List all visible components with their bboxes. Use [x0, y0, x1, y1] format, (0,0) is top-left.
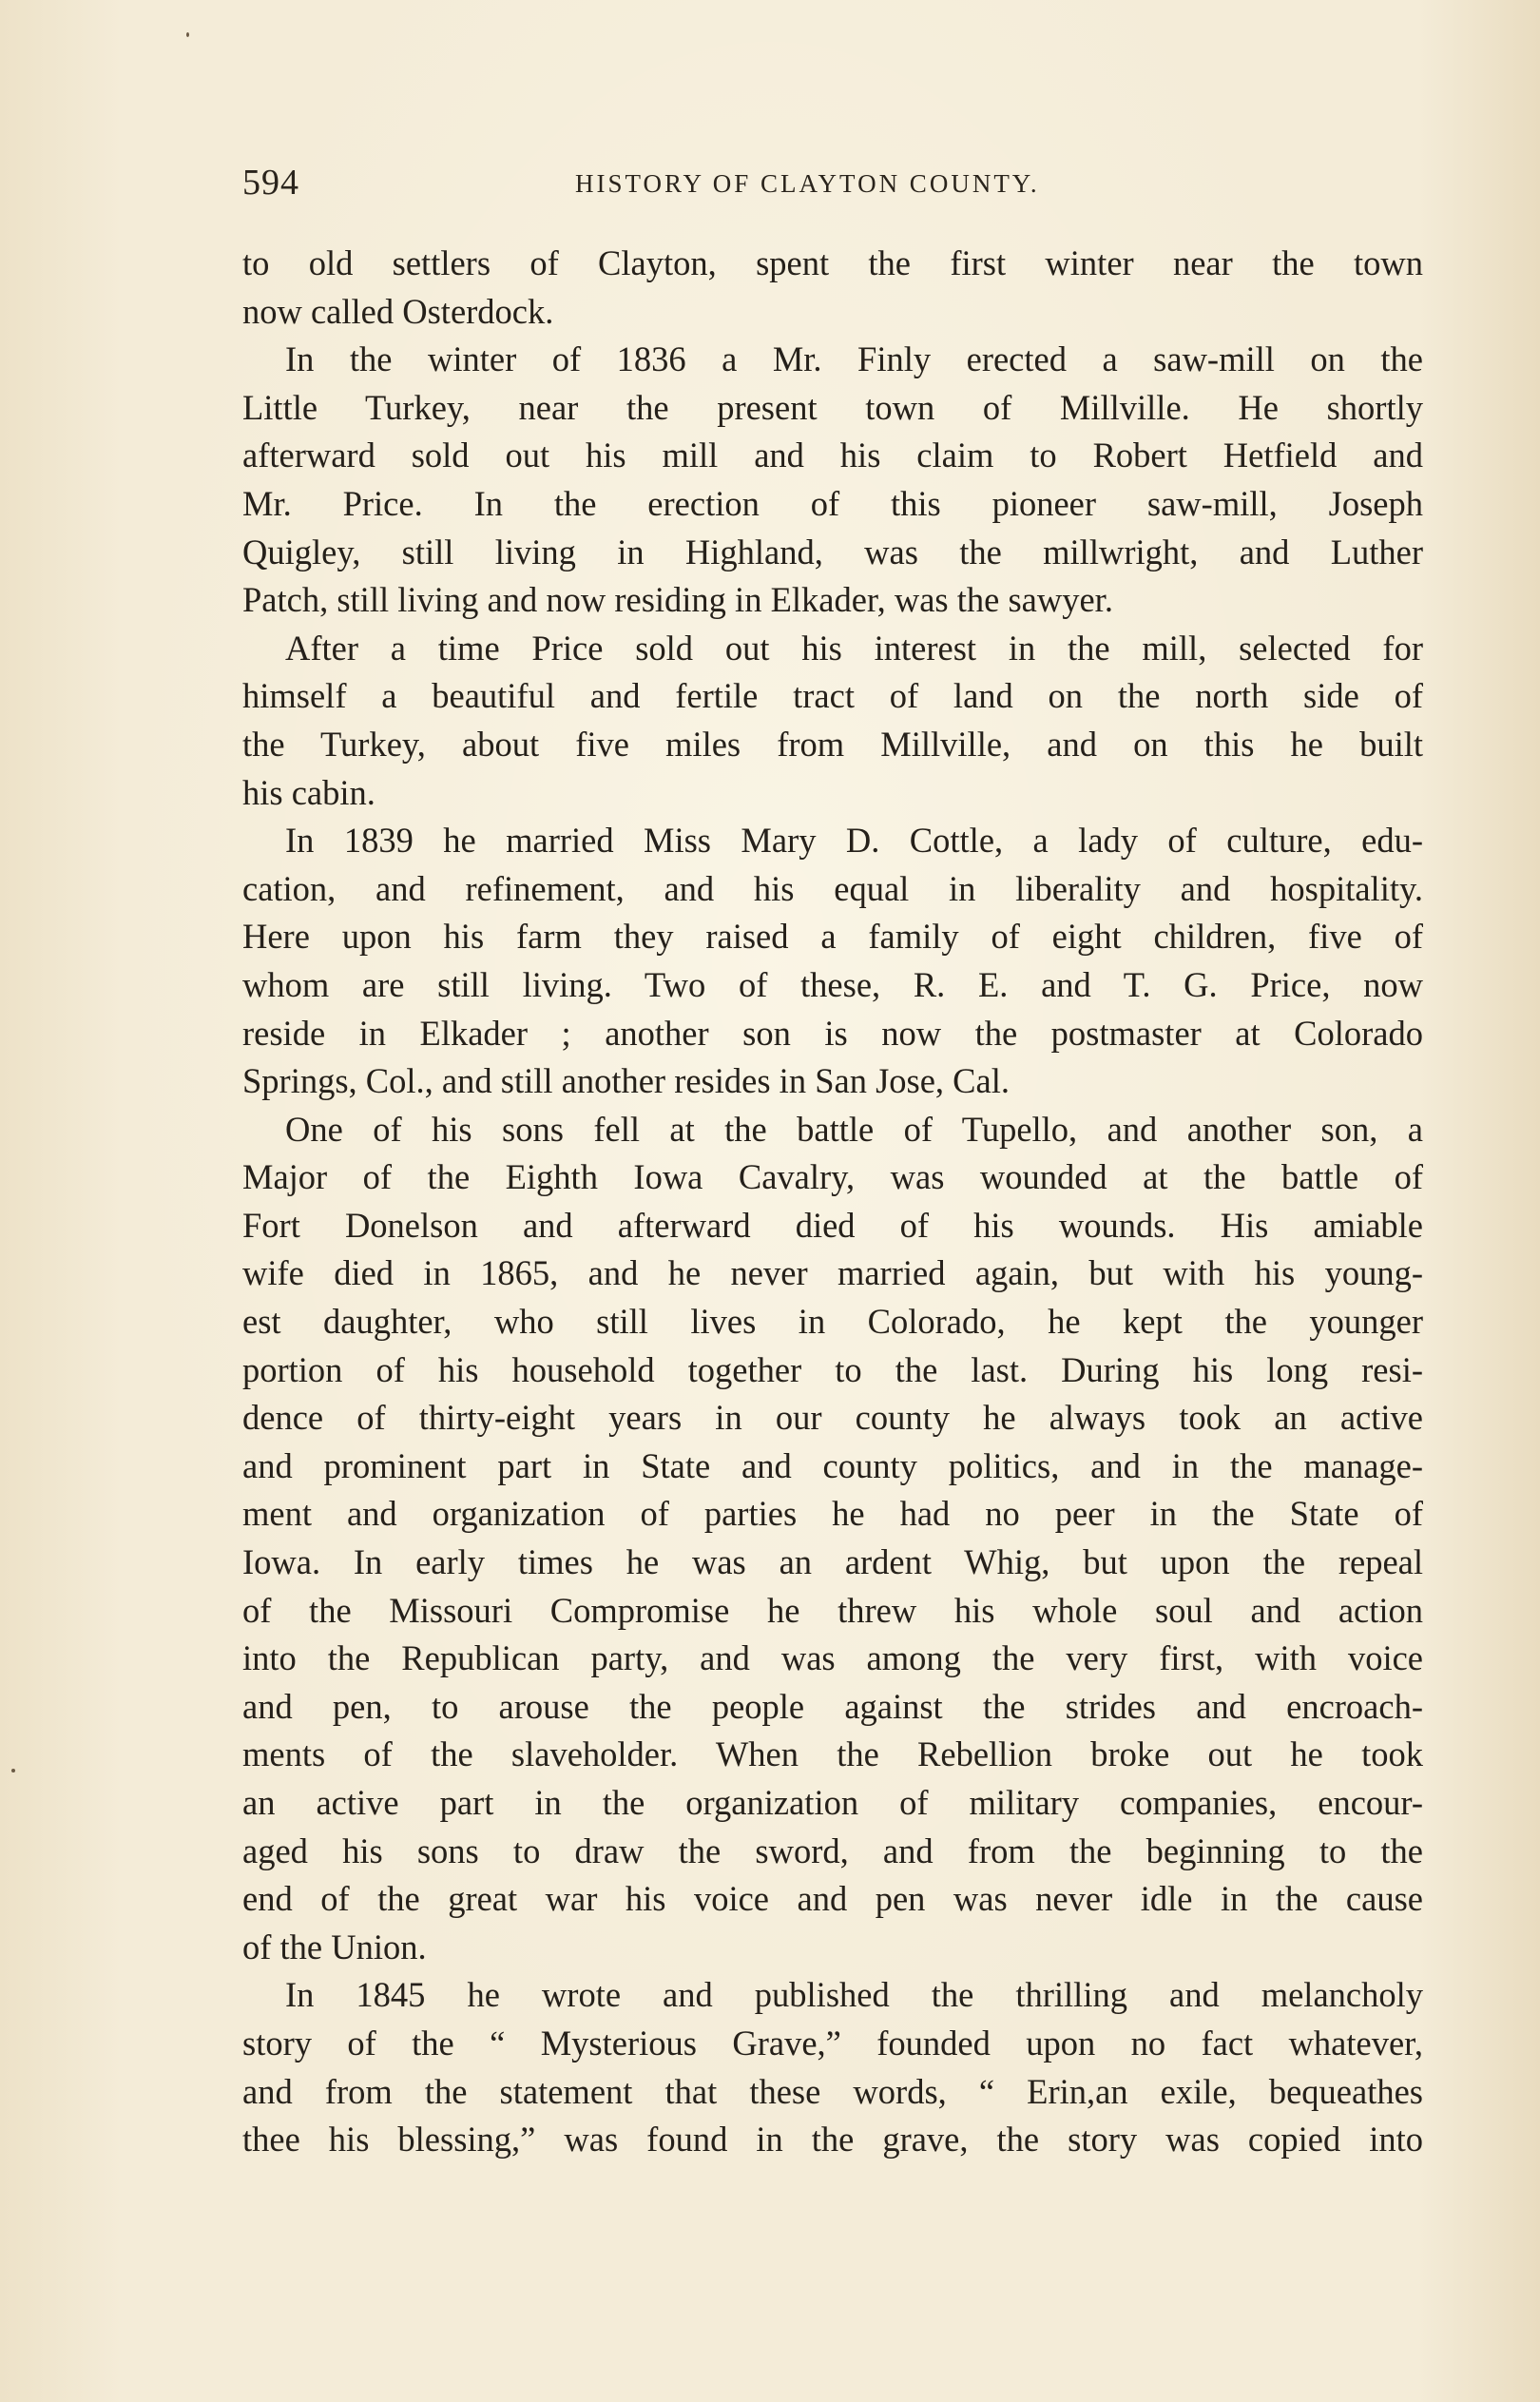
text-line: In 1839 he married Miss Mary D. Cottle, a lady of culture, edu-: [285, 821, 1423, 861]
text-line: and pen, to arouse the people against the strides and encroach-: [242, 1686, 1423, 1726]
text-line: ments of the slaveholder. When the Rebellion broke out he took: [242, 1734, 1423, 1774]
text-line: of the Union.: [242, 1927, 427, 1966]
text-line: Patch, still living and now residing in Elkader, was the sawyer.: [242, 580, 1113, 620]
text-line: est daughter, who still lives in Colorado, he kept the younger: [242, 1302, 1423, 1342]
text-line: now called Osterdock.: [242, 291, 554, 331]
text-line: end of the great war his voice and pen was never idle in the cause: [242, 1879, 1423, 1919]
text-line: an active part in the organization of military companies, encour-: [242, 1783, 1423, 1822]
text-line: Here upon his farm they raised a family of eight children, five of: [242, 917, 1423, 957]
text-line: In 1845 he wrote and published the thrilling and melancholy: [285, 1975, 1423, 2015]
paper-speck: [186, 32, 189, 37]
text-line: Little Turkey, near the present town of Millville. He shortly: [242, 387, 1423, 427]
text-line: whom are still living. Two of these, R. E. and T. G. Price, now: [242, 964, 1423, 1004]
text-line: story of the “ Mysterious Grave,” founded upon no fact whatever,: [242, 2023, 1423, 2063]
page-header: [242, 162, 1431, 209]
text-line: Mr. Price. In the erection of this pioneer saw-mill, Joseph: [242, 483, 1423, 523]
text-line: Iowa. In early times he was an ardent Whig, but upon the repeal: [242, 1542, 1423, 1582]
text-line: Major of the Eighth Iowa Cavalry, was wounded at the battle of: [242, 1157, 1423, 1197]
text-line: into the Republican party, and was among the very first, with voice: [242, 1638, 1423, 1678]
text-line: dence of thirty-eight years in our county he always took an active: [242, 1398, 1423, 1438]
text-line: One of his sons fell at the battle of Tupello, and another son, a: [285, 1109, 1423, 1149]
text-line: his cabin.: [242, 772, 375, 812]
running-title: HISTORY OF CLAYTON COUNTY.: [575, 169, 1040, 198]
text-line: himself a beautiful and fertile tract of land on the north side of: [242, 676, 1423, 716]
text-line: afterward sold out his mill and his claim to Robert Hetfield and: [242, 436, 1423, 475]
text-line: of the Missouri Compromise he threw his whole soul and action: [242, 1590, 1423, 1630]
text-line: portion of his household together to the last. During his long resi-: [242, 1349, 1423, 1389]
text-line: Quigley, still living in Highland, was the millwright, and Luther: [242, 532, 1423, 571]
text-line: In the winter of 1836 a Mr. Finly erected a saw-mill on the: [285, 339, 1423, 379]
text-line: to old settlers of Clayton, spent the first winter near the town: [242, 243, 1423, 282]
text-line: and from the statement that these words, “ Erin,an exile, bequeathes: [242, 2071, 1423, 2111]
text-line: Springs, Col., and still another resides in San Jose, Cal.: [242, 1061, 1010, 1101]
text-line: thee his blessing,” was found in the grave, the story was copied into: [242, 2120, 1423, 2160]
text-line: the Turkey, about five miles from Millville, and on this he built: [242, 724, 1423, 764]
body-text: [242, 240, 1423, 2164]
page-number: 594: [242, 163, 299, 203]
text-line: aged his sons to draw the sword, and from the beginning to the: [242, 1831, 1423, 1870]
text-line: reside in Elkader ; another son is now the postmaster at Colorado: [242, 1013, 1423, 1053]
text-line: ment and organization of parties he had no peer in the State of: [242, 1494, 1423, 1534]
text-line: and prominent part in State and county politics, and in the manage-: [242, 1445, 1423, 1485]
text-line: wife died in 1865, and he never married again, but with his young-: [242, 1253, 1423, 1293]
text-line: Fort Donelson and afterward died of his wounds. His amiable: [242, 1205, 1423, 1245]
text-line: After a time Price sold out his interest in the mill, selected for: [285, 628, 1423, 668]
text-line: cation, and refinement, and his equal in liberality and hospitality.: [242, 868, 1423, 908]
paper-speck: [11, 1769, 15, 1772]
